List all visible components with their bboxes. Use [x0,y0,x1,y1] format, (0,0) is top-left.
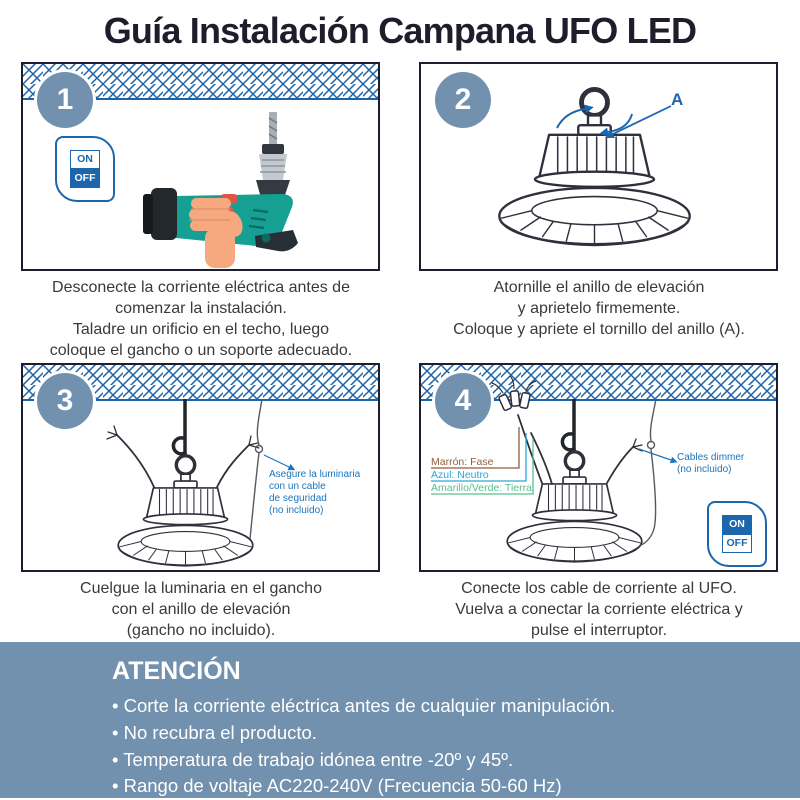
dimmer-cable [639,399,656,546]
attention-title: ATENCIÓN [112,657,241,685]
steps-row-2 [21,363,779,642]
step-3-caption [21,572,381,642]
step-4-illustration-box [419,363,778,572]
step-number-badge: 1 [37,72,93,128]
power-switch-on-icon [707,501,767,567]
attention-section [0,642,800,798]
drill-icon [143,112,298,268]
ufo-fixture [118,456,253,566]
step-4-caption [419,572,779,642]
safety-cable-annotation [269,469,374,517]
switch-on-label: ON [722,515,752,534]
wire-label-neutral: Azul: Neutro [431,469,489,481]
step-1-illustration-box [21,62,380,271]
attention-bullet: • Corte la corriente eléctrica antes de cualquier manipulación. [112,695,616,716]
attention-bullet: • Temperatura de trabajo idónea entre -20º y 45º. [112,748,514,770]
caption-line: y aprietelo firmemente. [517,300,681,318]
supply-wires [518,415,642,484]
ufo-fixture [507,452,642,562]
caption-line: Cuelgue la luminaria en el gancho [80,580,322,597]
caption-line: Vuelva a conectar la corriente eléctrica y [455,601,743,619]
page-header [0,0,800,62]
step-number-badge: 3 [37,373,93,429]
step-3-illustration-box [21,363,380,572]
switch-off-label: OFF [722,534,752,553]
caption-line: (gancho no incluido). [126,622,276,640]
step-2-illustration-box [419,62,778,271]
step-1 [21,62,381,363]
annotation-line: de seguridad [269,493,327,504]
wire-connectors [492,376,536,411]
step-number-badge: 4 [435,373,491,429]
dimmer-pointer-line [639,449,671,460]
wire-label-ground: Amarillo/Verde: Tierra [431,482,532,494]
step-1-caption [21,271,381,363]
step-3 [21,363,381,642]
caption-line: Desconecte la corriente eléctrica antes de [52,279,350,296]
switch-on-label: ON [70,150,100,169]
caption-line: Atornille el anillo de elevación [493,279,705,296]
attention-bullet: • Rango de voltaje AC220-240V (Frecuencia 50-60 Hz) [112,775,562,797]
annotation-pointer-line [264,455,289,467]
annotation-line: Cables dimmer [677,452,745,463]
step-number-badge: 2 [435,72,491,128]
switch-off-label: OFF [70,169,100,188]
attention-bullet: • No recubra el producto. [112,721,317,743]
ufo-fixture [499,89,689,245]
annotation-line: con un cable [269,481,326,492]
wire-label-phase: Marrón: Fase [431,456,494,468]
caption-line: pulse el interruptor. [530,622,668,640]
step-2 [419,62,779,363]
annotation-line: Asegure la luminaria [269,469,361,480]
caption-line: Taladre un orificio en el techo, luego [72,321,330,339]
power-switch-off-icon [55,136,115,202]
safety-cable [250,399,263,539]
page-title: Guía Instalación Campana UFO LED [103,10,697,51]
steps-row-1 [21,62,779,363]
ring-screw-label-a: A [671,90,684,109]
dimmer-cables-annotation [677,452,772,476]
step-4 [419,363,779,642]
annotation-line: (no incluido) [269,505,324,516]
annotation-line: (no incluido) [677,464,732,475]
caption-line: coloque el gancho o un soporte adecuado. [49,342,353,360]
caption-line: con el anillo de elevación [111,601,291,619]
steps-grid [0,62,800,642]
caption-line: comenzar la instalación. [115,300,287,318]
caption-line: Conecte los cable de corriente al UFO. [461,580,737,597]
step-2-caption [419,271,779,363]
label-a-pointer-line [613,106,671,134]
caption-line: Coloque y apriete el tornillo del anillo (A). [453,321,745,339]
